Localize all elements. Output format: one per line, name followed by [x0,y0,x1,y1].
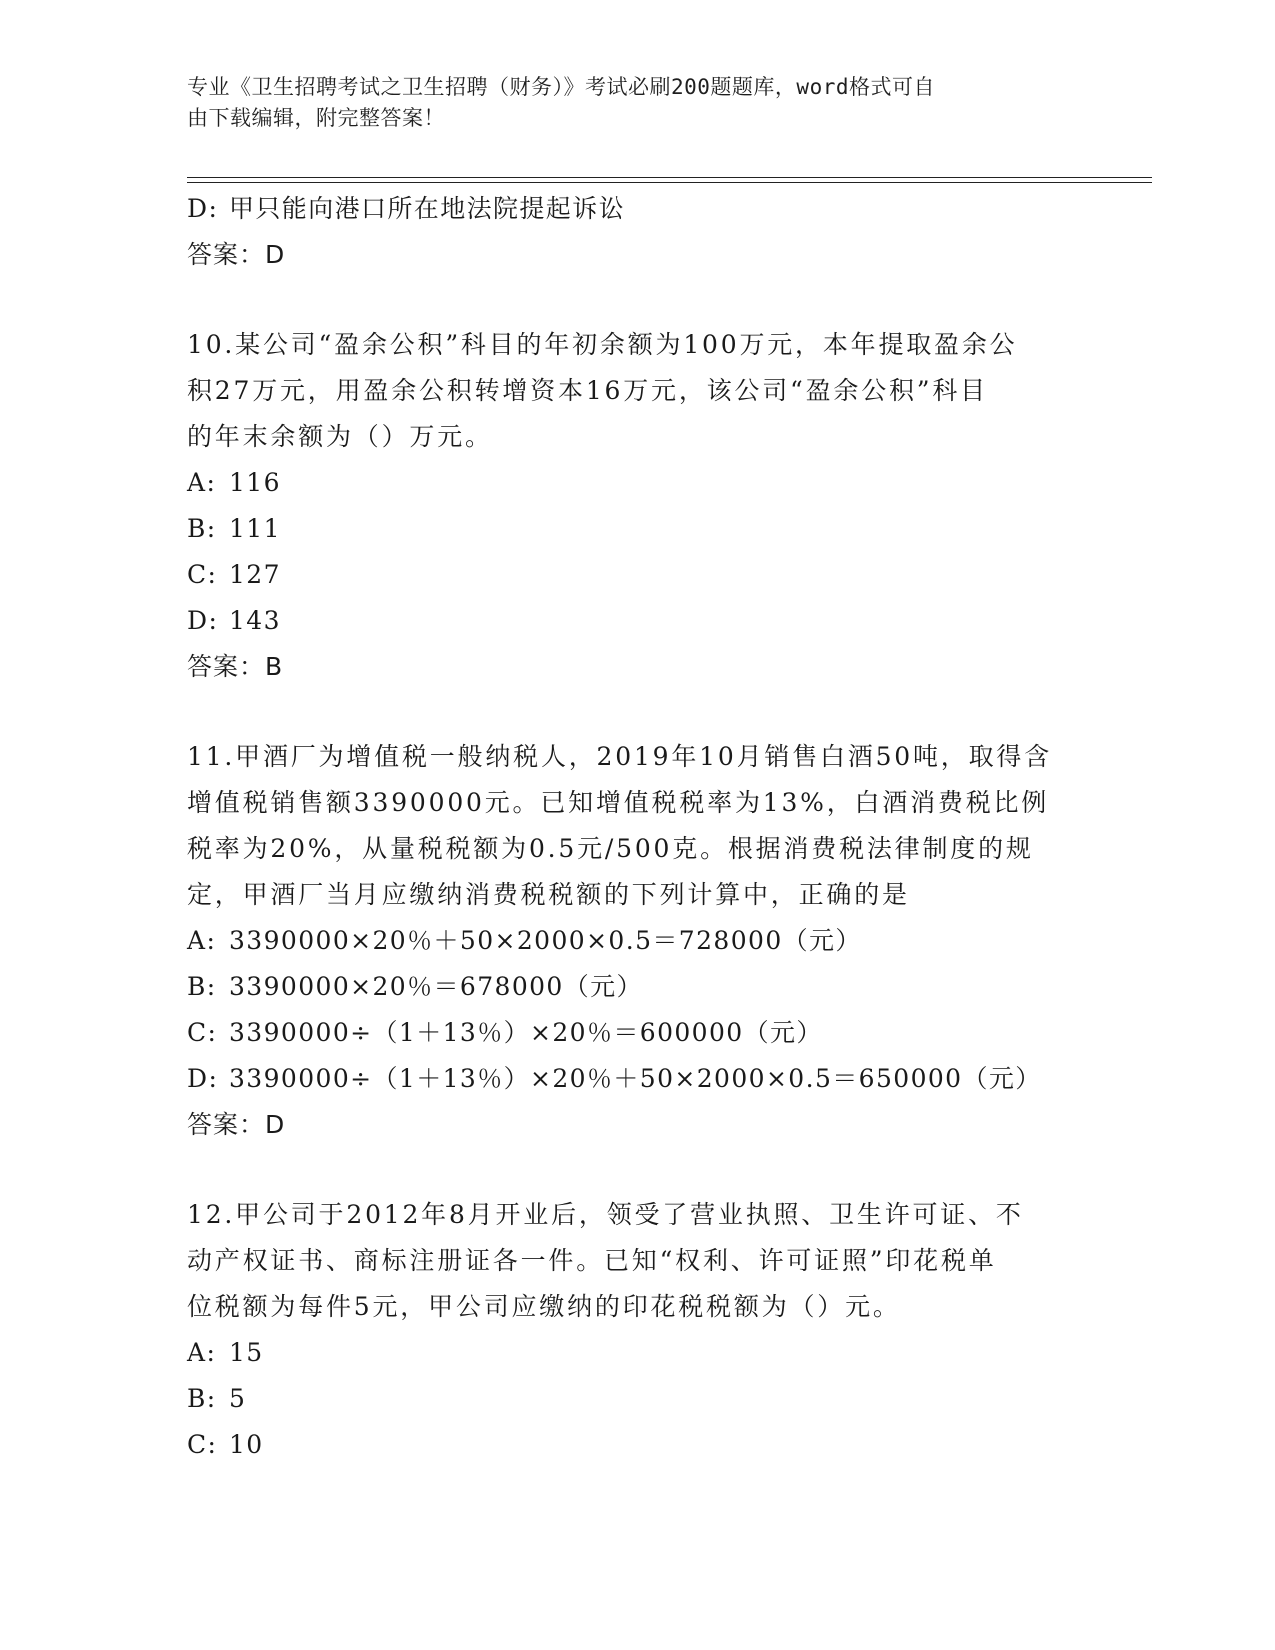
option-label: C: [187,560,218,589]
option-text: 10 [229,1430,264,1459]
option-label: A: [187,926,217,955]
option-text: 3390000÷（1＋13％）×20％＝600000（元） [229,1018,823,1047]
question-10 [187,322,1087,690]
question-11 [187,734,1087,1148]
option-a [187,460,1087,506]
spacer [187,278,1087,322]
option-text: 甲只能向港口所在地法院提起诉讼 [229,194,626,223]
document-body [187,186,1087,1468]
stem-line: 增值税销售额3390000元。已知增值税税率为13%，白酒消费税比例 [187,788,1050,817]
option-a [187,918,1087,964]
stem-line: 动产权证书、商标注册证各一件。已知“权利、许可证照”印花税单 [187,1246,997,1275]
option-a [187,1330,1087,1376]
option-label: A: [187,1338,217,1367]
question-stem [187,1192,1087,1330]
option-text: 116 [229,468,281,497]
stem-line: 税率为20%，从量税税额为0.5元/500克。根据消费税法律制度的规 [187,834,1034,863]
option-label: B: [187,1384,217,1413]
option-label: D: [187,1064,219,1093]
stem-line: 12.甲公司于2012年8月开业后，领受了营业执照、卫生许可证、不 [187,1200,1024,1229]
option-d [187,598,1087,644]
stem-line: 11.甲酒厂为增值税一般纳税人，2019年10月销售白酒50吨，取得含 [187,742,1053,771]
option-text: 15 [229,1338,264,1367]
stem-line: 的年末余额为（）万元。 [187,422,493,451]
stem-line: 定，甲酒厂当月应缴纳消费税税额的下列计算中，正确的是 [187,880,910,909]
stem-line: 10.某公司“盈余公积”科目的年初余额为100万元，本年提取盈余公 [187,330,1018,359]
option-b [187,506,1087,552]
option-b [187,1376,1087,1422]
option-text: 3390000×20％＋50×2000×0.5＝728000（元） [229,926,862,955]
option-text: 5 [229,1384,247,1413]
option-text: 143 [229,606,281,635]
option-label: B: [187,972,217,1001]
question-stem [187,322,1087,460]
header-line-2: 由下载编辑，附完整答案！ [187,106,445,130]
option-label: D: [187,194,219,223]
option-c [187,1010,1087,1056]
question-stem [187,734,1087,918]
spacer [187,690,1087,734]
stem-line: 积27万元，用盈余公积转增资本16万元，该公司“盈余公积”科目 [187,376,988,405]
stem-line: 位税额为每件5元，甲公司应缴纳的印花税税额为（）元。 [187,1292,901,1321]
option-text: 3390000×20％＝678000（元） [229,972,643,1001]
header-line-1: 专业《卫生招聘考试之卫生招聘（财务）》考试必刷200题题库，word格式可自 [187,75,935,99]
document-header [187,72,1067,134]
option-d [187,186,1087,232]
spacer [187,1148,1087,1192]
previous-question-tail [187,186,1087,278]
answer-line: 答案：B [187,652,284,681]
option-label: A: [187,468,217,497]
question-12 [187,1192,1087,1468]
header-rule-top [187,177,1152,178]
option-text: 127 [229,560,281,589]
option-label: C: [187,1018,218,1047]
answer-line: 答案：D [187,1110,286,1139]
option-c [187,552,1087,598]
option-label: D: [187,606,219,635]
option-text: 111 [229,514,281,543]
answer-line: 答案：D [187,240,286,269]
option-label: C: [187,1430,218,1459]
header-rule-bottom [187,182,1152,183]
option-d [187,1056,1087,1102]
option-b [187,964,1087,1010]
option-label: B: [187,514,217,543]
option-text: 3390000÷（1＋13％）×20％＋50×2000×0.5＝650000（元） [229,1064,1042,1093]
option-c [187,1422,1087,1468]
